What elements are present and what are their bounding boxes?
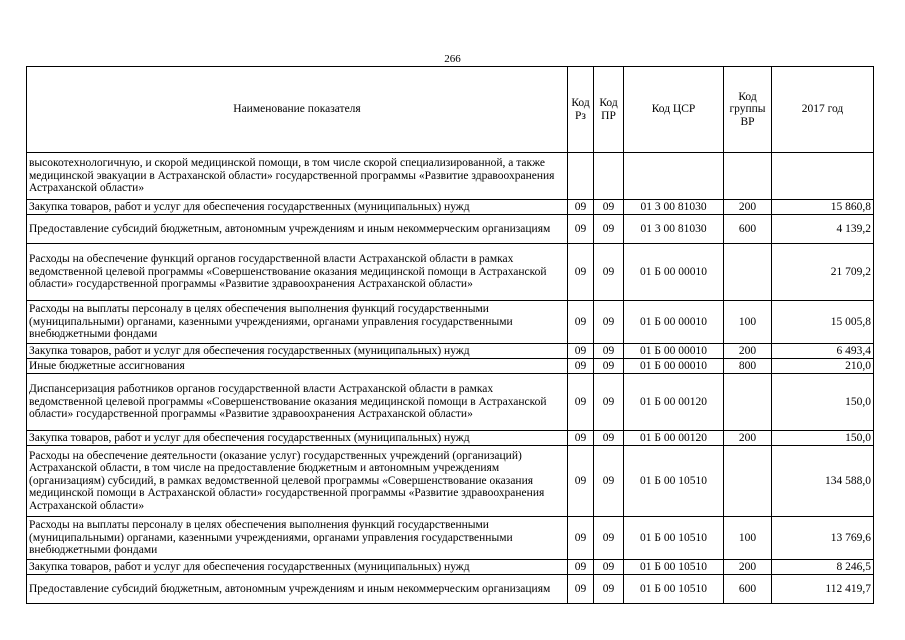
row-value: 15 005,8 (772, 301, 874, 344)
row-pr (594, 153, 624, 200)
row-rz: 09 (568, 575, 594, 604)
row-value (772, 153, 874, 200)
header-rz: Код Рз (568, 67, 594, 153)
row-rz: 09 (568, 301, 594, 344)
row-value: 15 860,8 (772, 200, 874, 215)
row-csr (624, 153, 724, 200)
row-name: Предоставление субсидий бюджетным, автономным учреждениям и иным некоммерческим организациям (27, 215, 568, 244)
row-vr (724, 374, 772, 431)
row-rz (568, 153, 594, 200)
row-rz: 09 (568, 244, 594, 301)
row-name: Расходы на обеспечение функций органов государственной власти Астраханской области в рамках ведомственной целевой программы «Совершенствование оказания медицинской помощи в Астраханской области» государственной программы «Развитие здравоохранения Астраханской области» (27, 244, 568, 301)
row-vr: 800 (724, 359, 772, 374)
header-name: Наименование показателя (27, 67, 568, 153)
row-name: Расходы на выплаты персоналу в целях обеспечения выполнения функций государственными (муниципальными) органами, казенными учреждениями, органами управления государственными внебюджетными фондами (27, 517, 568, 560)
page-number: 266 (444, 53, 461, 65)
row-rz: 09 (568, 517, 594, 560)
row-vr: 200 (724, 200, 772, 215)
header-year: 2017 год (772, 67, 874, 153)
table-row (27, 359, 874, 374)
row-rz: 09 (568, 200, 594, 215)
table-row (27, 301, 874, 344)
row-pr: 09 (594, 374, 624, 431)
row-vr: 600 (724, 215, 772, 244)
row-name: Иные бюджетные ассигнования (27, 359, 568, 374)
row-csr: 01 Б 00 10510 (624, 446, 724, 517)
row-name: Расходы на выплаты персоналу в целях обеспечения выполнения функций государственными (муниципальными) органами, казенными учреждениями, органами управления государственными внебюджетными фондами (27, 301, 568, 344)
row-csr: 01 Б 00 00010 (624, 301, 724, 344)
row-name: Предоставление субсидий бюджетным, автономным учреждениям и иным некоммерческим организациям (27, 575, 568, 604)
row-vr: 200 (724, 431, 772, 446)
header-csr: Код ЦСР (624, 67, 724, 153)
row-rz: 09 (568, 359, 594, 374)
row-csr: 01 3 00 81030 (624, 215, 724, 244)
row-value: 21 709,2 (772, 244, 874, 301)
row-vr: 200 (724, 560, 772, 575)
row-value: 112 419,7 (772, 575, 874, 604)
row-pr: 09 (594, 244, 624, 301)
row-pr: 09 (594, 215, 624, 244)
row-pr: 09 (594, 575, 624, 604)
header-pr: Код ПР (594, 67, 624, 153)
budget-table (26, 66, 874, 604)
row-rz: 09 (568, 560, 594, 575)
row-csr: 01 Б 00 10510 (624, 575, 724, 604)
row-rz: 09 (568, 374, 594, 431)
row-csr: 01 Б 00 10510 (624, 517, 724, 560)
row-rz: 09 (568, 446, 594, 517)
row-csr: 01 Б 00 00010 (624, 344, 724, 359)
row-name: высокотехнологичную, и скорой медицинской помощи, в том числе скорой специализированной, а также медицинской эвакуации в Астраханской области» государственной программы «Развитие здравоохранения Астраханской области» (27, 153, 568, 200)
table-row (27, 446, 874, 517)
table-row (27, 517, 874, 560)
row-pr: 09 (594, 301, 624, 344)
row-value: 13 769,6 (772, 517, 874, 560)
table-row (27, 215, 874, 244)
row-csr: 01 Б 00 00120 (624, 374, 724, 431)
table-row (27, 344, 874, 359)
row-rz: 09 (568, 215, 594, 244)
row-pr: 09 (594, 431, 624, 446)
row-value: 6 493,4 (772, 344, 874, 359)
row-name: Закупка товаров, работ и услуг для обеспечения государственных (муниципальных) нужд (27, 344, 568, 359)
table-row (27, 153, 874, 200)
table-row (27, 560, 874, 575)
row-value: 134 588,0 (772, 446, 874, 517)
row-pr: 09 (594, 344, 624, 359)
row-value: 150,0 (772, 431, 874, 446)
row-vr: 200 (724, 344, 772, 359)
row-vr: 100 (724, 517, 772, 560)
row-name: Закупка товаров, работ и услуг для обеспечения государственных (муниципальных) нужд (27, 200, 568, 215)
row-csr: 01 Б 00 00010 (624, 359, 724, 374)
row-pr: 09 (594, 560, 624, 575)
row-name: Закупка товаров, работ и услуг для обеспечения государственных (муниципальных) нужд (27, 431, 568, 446)
row-vr (724, 446, 772, 517)
row-value: 8 246,5 (772, 560, 874, 575)
row-csr: 01 Б 00 00120 (624, 431, 724, 446)
row-value: 150,0 (772, 374, 874, 431)
row-pr: 09 (594, 359, 624, 374)
table-row (27, 244, 874, 301)
row-value: 210,0 (772, 359, 874, 374)
row-name: Расходы на обеспечение деятельности (оказание услуг) государственных учреждений (организаций) Астраханской области, в том числе на предоставление бюджетным и автономным учреждениям (организациям) субсидий, в рамках ведомственной целевой программы «Совершенствование оказания медицинской помощи в Астраханской области» государственной программы «Развитие здравоохранения Астраханской области» (27, 446, 568, 517)
row-vr: 600 (724, 575, 772, 604)
table-row (27, 575, 874, 604)
row-rz: 09 (568, 344, 594, 359)
row-name: Диспансеризация работников органов государственной власти Астраханской области в рамках ведомственной целевой программы «Совершенствование оказания медицинской помощи в Астраханской области» государственной программы «Развитие здравоохранения Астраханской области» (27, 374, 568, 431)
header-vr: Код группы ВР (724, 67, 772, 153)
table-header-row (27, 67, 874, 153)
row-csr: 01 3 00 81030 (624, 200, 724, 215)
row-csr: 01 Б 00 00010 (624, 244, 724, 301)
table-row (27, 200, 874, 215)
row-vr (724, 244, 772, 301)
table-row (27, 431, 874, 446)
row-csr: 01 Б 00 10510 (624, 560, 724, 575)
table-row (27, 374, 874, 431)
row-value: 4 139,2 (772, 215, 874, 244)
row-name: Закупка товаров, работ и услуг для обеспечения государственных (муниципальных) нужд (27, 560, 568, 575)
row-rz: 09 (568, 431, 594, 446)
row-pr: 09 (594, 446, 624, 517)
row-vr: 100 (724, 301, 772, 344)
row-pr: 09 (594, 200, 624, 215)
row-pr: 09 (594, 517, 624, 560)
row-vr (724, 153, 772, 200)
